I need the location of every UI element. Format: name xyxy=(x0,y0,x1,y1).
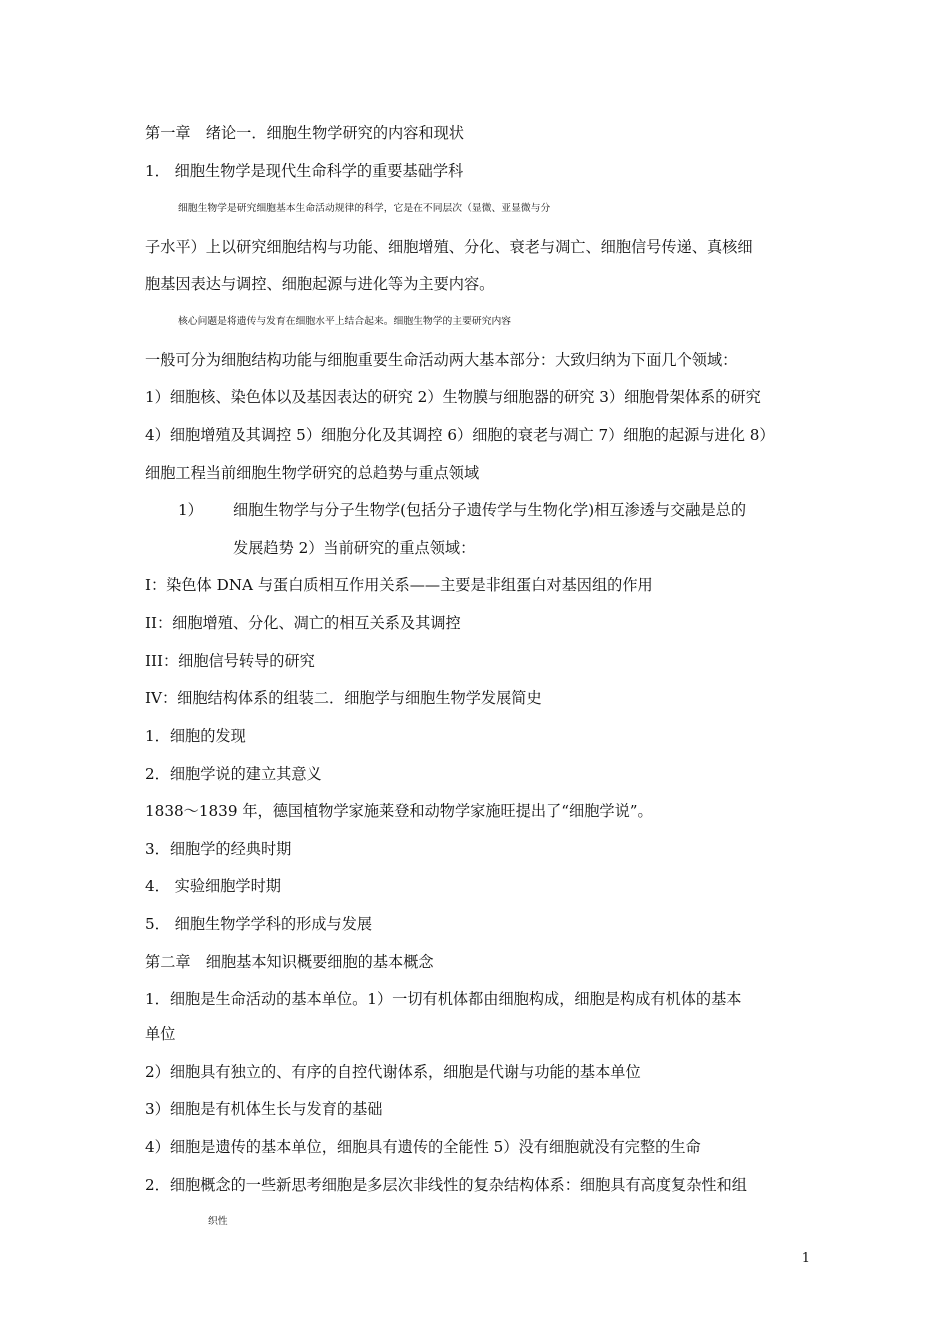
paragraph-line: 一般可分为细胞结构功能与细胞重要生命活动两大基本部分：大致归纳为下面几个领域： xyxy=(145,351,738,369)
paragraph-line: 细胞生物学是研究细胞基本生命活动规律的科学，它是在不同层次（显微、亚显微与分 xyxy=(178,203,551,214)
paragraph-line: 单位 xyxy=(145,1025,176,1043)
paragraph-line: 1．细胞是生命活动的基本单位。1）一切有机体都由细胞构成，细胞是构成有机体的基本 xyxy=(145,990,742,1008)
paragraph-line: 1838～1839 年，德国植物学家施莱登和动物学家施旺提出了“细胞学说”。 xyxy=(145,802,653,820)
paragraph-line: 2）细胞具有独立的、有序的自控代谢体系，细胞是代谢与功能的基本单位 xyxy=(145,1063,641,1081)
paragraph-line: 4）细胞增殖及其调控 5）细胞分化及其调控 6）细胞的衰老与凋亡 7）细胞的起源与进化 8） xyxy=(145,426,775,444)
paragraph-line: 子水平）上以研究细胞结构与功能、细胞增殖、分化、衰老与凋亡、细胞信号传递、真核细 xyxy=(145,238,753,256)
paragraph-line: 3）细胞是有机体生长与发育的基础 xyxy=(145,1100,383,1118)
list-item-text: 发展趋势 2）当前研究的重点领域： xyxy=(233,539,476,557)
paragraph-line: 3．细胞学的经典时期 xyxy=(145,840,292,858)
paragraph-line: II：细胞增殖、分化、凋亡的相互关系及其调控 xyxy=(145,614,461,632)
chapter-1-heading: 第一章 绪论一．细胞生物学研究的内容和现状 xyxy=(145,124,464,142)
paragraph-line: 细胞工程当前细胞生物学研究的总趋势与重点领域 xyxy=(145,464,480,482)
paragraph-line: I：染色体 DNA 与蛋白质相互作用关系——主要是非组蛋白对基因组的作用 xyxy=(145,576,653,594)
chapter-2-heading: 第二章 细胞基本知识概要细胞的基本概念 xyxy=(145,953,434,971)
paragraph-line: 2．细胞学说的建立其意义 xyxy=(145,765,322,783)
paragraph-line: III：细胞信号转导的研究 xyxy=(145,652,315,670)
paragraph-line: 4． 实验细胞学时期 xyxy=(145,877,281,895)
paragraph-line: 织性 xyxy=(208,1216,228,1227)
paragraph-line: 胞基因表达与调控、细胞起源与进化等为主要内容。 xyxy=(145,275,495,293)
paragraph-line: 5． 细胞生物学学科的形成与发展 xyxy=(145,915,373,933)
list-number: 1） xyxy=(178,501,203,519)
paragraph-line: 2．细胞概念的一些新思考细胞是多层次非线性的复杂结构体系：细胞具有高度复杂性和组 xyxy=(145,1176,747,1194)
paragraph-line: 4）细胞是遗传的基本单位，细胞具有遗传的全能性 5）没有细胞就没有完整的生命 xyxy=(145,1138,701,1156)
paragraph-line: 1）细胞核、染色体以及基因表达的研究 2）生物膜与细胞器的研究 3）细胞骨架体系的研究 xyxy=(145,388,761,406)
paragraph-line: IV：细胞结构体系的组装二．细胞学与细胞生物学发展简史 xyxy=(145,689,542,707)
list-item-text: 细胞生物学与分子生物学(包括分子遗传学与生物化学)相互渗透与交融是总的 xyxy=(233,501,747,519)
section-heading: 1． 细胞生物学是现代生命科学的重要基础学科 xyxy=(145,162,464,180)
paragraph-line: 1．细胞的发现 xyxy=(145,727,246,745)
page-number: 1 xyxy=(801,1251,810,1266)
paragraph-line: 核心问题是将遗传与发育在细胞水平上结合起来。细胞生物学的主要研究内容 xyxy=(178,316,512,327)
